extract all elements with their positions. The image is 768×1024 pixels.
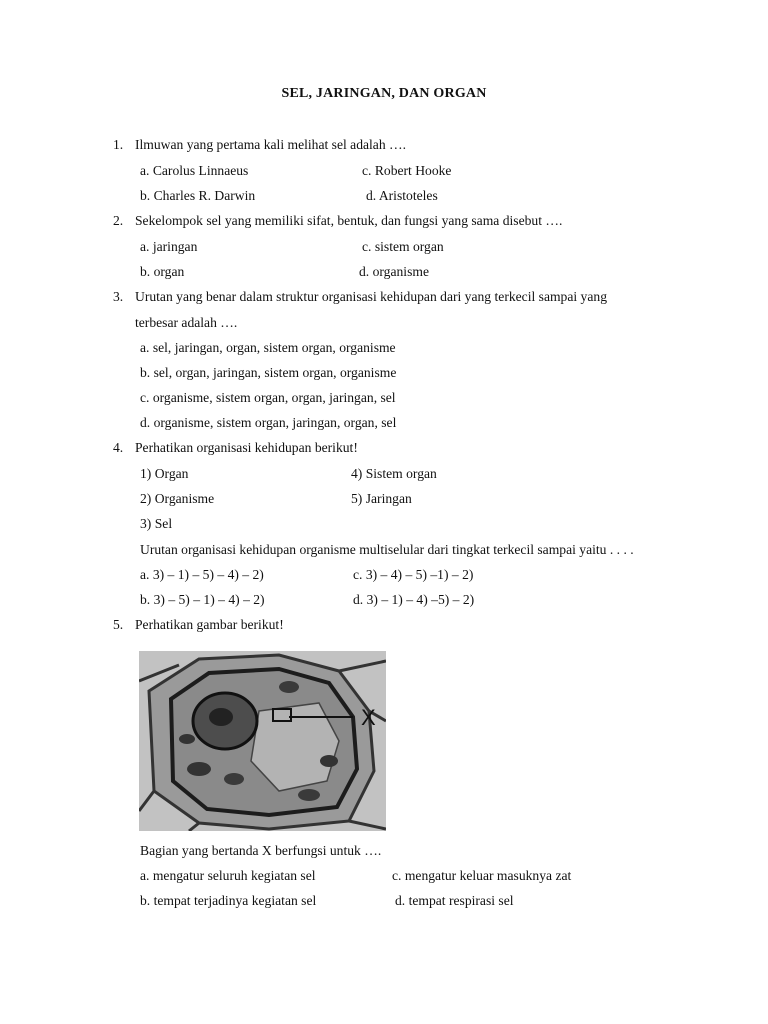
option-b: b. sel, organ, jaringan, sistem organ, organisme: [140, 365, 397, 380]
option-a: a. sel, jaringan, organ, sistem organ, organisme: [140, 340, 396, 355]
option-b: b. tempat terjadinya kegiatan sel: [140, 893, 317, 908]
question-number: 2.: [113, 213, 124, 228]
question-text: Perhatikan organisasi kehidupan berikut!: [135, 440, 358, 455]
plant-cell-figure: [139, 651, 386, 831]
plant-cell-drawing: [139, 651, 386, 831]
list-item: 3) Sel: [140, 516, 173, 531]
option-c: c. organisme, sistem organ, organ, jaringan, sel: [140, 390, 396, 405]
question-number: 3.: [113, 289, 124, 304]
option-a: a. jaringan: [140, 239, 198, 254]
list-item: 1) Organ: [140, 466, 189, 481]
option-b: b. 3) – 5) – 1) – 4) – 2): [140, 592, 265, 607]
question-number: 1.: [113, 137, 124, 152]
option-d: d. organisme: [359, 264, 429, 279]
list-item: 5) Jaringan: [351, 491, 412, 506]
option-d: d. tempat respirasi sel: [395, 893, 514, 908]
question-text-line-2: terbesar adalah ….: [135, 315, 238, 330]
figure-label-x: X: [361, 705, 376, 730]
question-text: Sekelompok sel yang memiliki sifat, bentuk, dan fungsi yang sama disebut ….: [135, 213, 563, 228]
question-number: 4.: [113, 440, 124, 455]
question-prompt: Bagian yang bertanda X berfungsi untuk ….: [140, 843, 382, 858]
option-b: b. organ: [140, 264, 185, 279]
question-text-line-1: Urutan yang benar dalam struktur organisasi kehidupan dari yang terkecil sampai yang: [135, 289, 607, 304]
option-a: a. mengatur seluruh kegiatan sel: [140, 868, 316, 883]
option-d: d. Aristoteles: [366, 188, 438, 203]
option-c: c. Robert Hooke: [362, 163, 452, 178]
option-a: a. 3) – 1) – 5) – 4) – 2): [140, 567, 264, 582]
question-prompt: Urutan organisasi kehidupan organisme multiselular dari tingkat terkecil sampai yaitu . . . .: [140, 542, 634, 557]
list-item: 4) Sistem organ: [351, 466, 437, 481]
question-number: 5.: [113, 617, 124, 632]
option-c: c. sistem organ: [362, 239, 444, 254]
option-a: a. Carolus Linnaeus: [140, 163, 249, 178]
option-d: d. organisme, sistem organ, jaringan, organ, sel: [140, 415, 397, 430]
option-c: c. 3) – 4) – 5) –1) – 2): [353, 567, 474, 582]
option-b: b. Charles R. Darwin: [140, 188, 256, 203]
option-d: d. 3) – 1) – 4) –5) – 2): [353, 592, 475, 607]
option-c: c. mengatur keluar masuknya zat: [392, 868, 572, 883]
page-title: SEL, JARINGAN, DAN ORGAN: [281, 86, 487, 101]
question-text: Perhatikan gambar berikut!: [135, 617, 284, 632]
question-text: Ilmuwan yang pertama kali melihat sel adalah ….: [135, 137, 407, 152]
list-item: 2) Organisme: [140, 491, 215, 506]
